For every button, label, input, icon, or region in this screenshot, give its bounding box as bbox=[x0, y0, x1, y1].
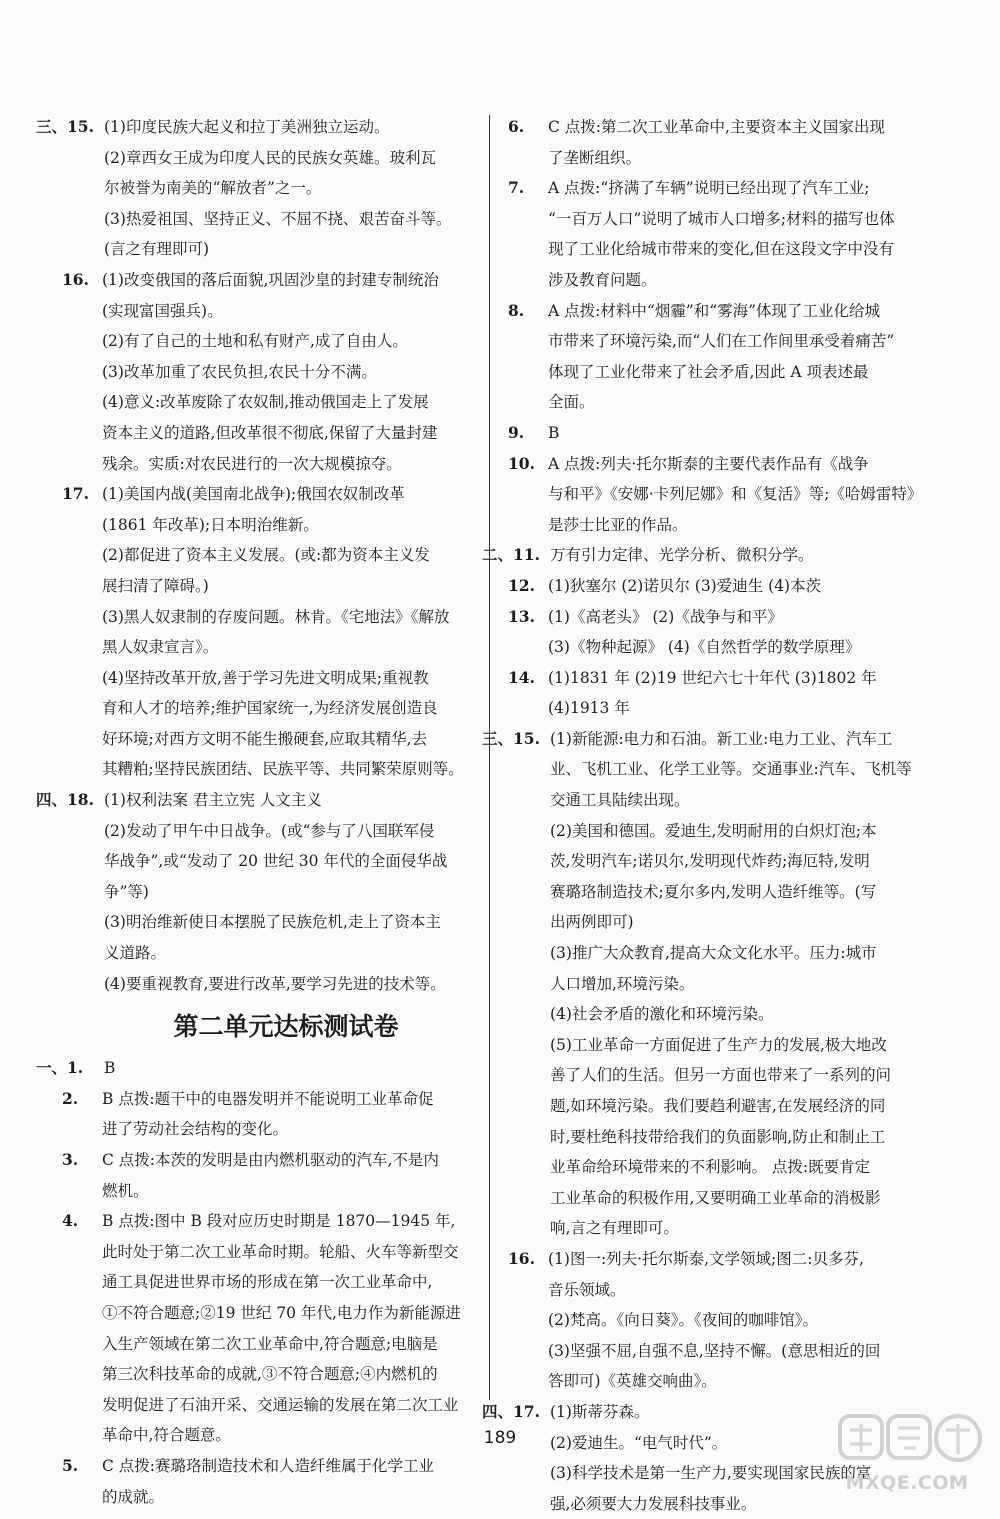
answer-item bbox=[62, 265, 482, 479]
answer-line: 好环境;对西方文明不能生搬硬套,应取其精华,去 bbox=[102, 729, 428, 748]
question-number: 16. bbox=[62, 269, 89, 289]
answer-item bbox=[508, 571, 930, 602]
answer-line: B bbox=[104, 1059, 116, 1078]
answer-item bbox=[62, 1206, 482, 1451]
answer-line: 业、飞机工业、化学工业等。交通事业:汽车、飞机等 bbox=[550, 760, 912, 779]
answer-line: 华战争”,或“发动了 20 世纪 30 年代的全面侵华战 bbox=[104, 852, 448, 871]
answer-line: (4)要重视教育,要进行改革,要学习先进的技术等。 bbox=[104, 974, 446, 993]
answer-line: (2)有了自己的土地和私有财产,成了自由人。 bbox=[102, 332, 408, 351]
answer-item bbox=[62, 1084, 482, 1145]
answer-line: (3)科学技术是第一生产力,要实现国家民族的富 bbox=[550, 1464, 872, 1483]
answer-line: (4)坚持改革开放,善于学习先进文明成果;重视教 bbox=[102, 668, 429, 687]
answer-line: B 点拨:图中 B 段对应历史时期是 1870—1945 年, bbox=[102, 1212, 456, 1231]
section-title: 第二单元达标测试卷 bbox=[173, 1012, 399, 1042]
answer-line: 资本主义的道路,但改革很不彻底,保留了大量封建 bbox=[102, 423, 438, 442]
question-number: 二、11. bbox=[482, 545, 540, 565]
question-number: 16. bbox=[508, 1248, 535, 1268]
answer-line: 善了人们的生活。但另一方面也带来了一系列的问 bbox=[550, 1066, 892, 1085]
question-number: 8. bbox=[508, 300, 525, 320]
answer-line: 进了劳动社会结构的变化。 bbox=[102, 1120, 289, 1139]
answer-line: (3)明治维新使日本摆脱了民族危机,走上了资本主 bbox=[104, 913, 441, 932]
answer-line: 答即可)《英雄交响曲》。 bbox=[548, 1372, 717, 1391]
answer-line: (3)《物种起源》 (4)《自然哲学的数学原理》 bbox=[548, 638, 861, 657]
answer-item bbox=[62, 1451, 482, 1512]
answer-line: 赛璐珞制造技术;夏尔多内,发明人造纤维等。(写 bbox=[550, 882, 877, 901]
question-number: 6. bbox=[508, 117, 525, 136]
answer-item bbox=[62, 1145, 482, 1206]
column-divider bbox=[489, 115, 490, 1400]
answer-line: 时,要杜绝科技带给我们的负面影响,防止和制止工 bbox=[550, 1127, 886, 1146]
answer-line: 燃机。 bbox=[102, 1181, 149, 1200]
question-number: 12. bbox=[508, 575, 535, 595]
question-number: 10. bbox=[508, 453, 535, 473]
answer-line: (2)都促进了资本主义发展。(或:都为资本主义发 bbox=[102, 546, 430, 565]
answer-line: (4)社会矛盾的激化和环境污染。 bbox=[550, 1005, 774, 1024]
answer-line: 了垄断组织。 bbox=[548, 148, 642, 167]
answer-line: A 点拨:列夫·托尔斯泰的主要代表作品有《战争 bbox=[548, 454, 869, 473]
answer-line: (1861 年改革);日本明治维新。 bbox=[102, 515, 319, 534]
answer-line: A 点拨:“挤满了车辆”说明已经出现了汽车工业; bbox=[548, 179, 870, 198]
answer-line: (1)印度民族大起义和拉丁美洲独立运动。 bbox=[104, 118, 390, 136]
answer-item bbox=[482, 540, 930, 571]
answer-item bbox=[508, 418, 930, 449]
answer-line: (1)新能源:电力和石油。新工业:电力工业、汽车工 bbox=[550, 729, 893, 748]
answer-line: (1)狄塞尔 (2)诺贝尔 (3)爱迪生 (4)本茨 bbox=[548, 576, 822, 595]
answer-line: (1)美国内战(美国南北战争);俄国农奴制改革 bbox=[102, 485, 405, 504]
answer-line: 出两例即可) bbox=[550, 913, 634, 932]
answer-item bbox=[508, 1244, 930, 1397]
answer-line: (1)1831 年 (2)19 世纪六七十年代 (3)1802 年 bbox=[548, 668, 877, 687]
answer-line: (4)意义:改革废除了农奴制,推动俄国走上了发展 bbox=[102, 393, 429, 412]
question-number: 四、17. bbox=[482, 1401, 540, 1421]
answer-line: (3)黑人奴隶制的存废问题。林肯。《宅地法》《解放 bbox=[102, 607, 450, 626]
answer-line: 万有引力定律、光学分析、微积分学。 bbox=[550, 546, 814, 565]
answer-line: (1)斯蒂芬森。 bbox=[550, 1402, 650, 1421]
answer-line: 涉及教育问题。 bbox=[548, 270, 657, 289]
answer-line: 题,如环境污染。我们要趋利避害,在发展经济的同 bbox=[550, 1097, 886, 1115]
answer-item bbox=[482, 724, 930, 1244]
answer-item bbox=[62, 479, 482, 785]
answer-line: 其糟粕;坚持民族团结、民族平等、共同繁荣原则等。 bbox=[102, 760, 464, 779]
answer-line: C 点拨:第二次工业革命中,主要资本主义国家出现 bbox=[548, 118, 885, 136]
question-number: 7. bbox=[508, 178, 525, 198]
answer-line: (1)图一:列夫·托尔斯泰,文学领域;图二:贝多芬, bbox=[548, 1249, 864, 1268]
question-number: 17. bbox=[62, 484, 89, 504]
answer-line: 通工具促进世界市场的形成在第一次工业革命中, bbox=[102, 1273, 433, 1292]
answer-line: 市带来了环境污染,而“人们在工作间里承受着痛苦” bbox=[548, 332, 895, 351]
answer-line: ①不符合题意;②19 世纪 70 年代,电力作为新能源进 bbox=[102, 1303, 461, 1322]
answer-line: 音乐领域。 bbox=[548, 1280, 626, 1299]
answer-line: (2)爱迪生。“电气时代”。 bbox=[550, 1433, 728, 1452]
answer-line: 黑人奴隶宣言》。 bbox=[102, 638, 219, 657]
answer-line: C 点拨:赛璐珞制造技术和人造纤维属于化学工业 bbox=[102, 1456, 435, 1475]
question-number: 9. bbox=[508, 422, 525, 442]
answer-line: 与和平》《安娜·卡列尼娜》和《复活》等;《哈姆雷特》 bbox=[548, 485, 923, 504]
answer-item bbox=[508, 602, 930, 663]
answer-line: 交通工具陆续出现。 bbox=[550, 791, 690, 810]
answer-line: 入生产领域在第二次工业革命中,符合题意;电脑是 bbox=[102, 1334, 438, 1353]
answer-line: (2)章西女王成为印度人民的民族女英雄。玻利瓦 bbox=[104, 148, 436, 167]
question-number: 三、15. bbox=[36, 117, 94, 136]
answer-line: 工业革命的积极作用,又要明确工业革命的消极影 bbox=[550, 1188, 881, 1207]
question-number: 5. bbox=[62, 1455, 79, 1475]
answer-line: B bbox=[548, 423, 560, 442]
answer-line: 革命中,符合题意。 bbox=[102, 1426, 231, 1445]
question-number: 四、18. bbox=[36, 790, 94, 810]
answer-line: 尔被誉为南美的“解放者”之一。 bbox=[104, 179, 322, 198]
answer-line: (3)热爱祖国、坚持正义、不屈不挠、艰苦奋斗等。 bbox=[104, 209, 452, 228]
watermark-stamp-icon bbox=[822, 1410, 992, 1472]
answer-item bbox=[36, 112, 482, 265]
question-number: 13. bbox=[508, 606, 535, 626]
answer-line: 此时处于第二次工业革命时期。轮船、火车等新型交 bbox=[102, 1242, 459, 1261]
answer-line: 争”等) bbox=[104, 882, 149, 901]
page-number: 189 bbox=[483, 1428, 517, 1448]
question-number: 3. bbox=[62, 1150, 79, 1169]
answer-line: (1)权利法案 君主立宪 人文主义 bbox=[104, 791, 322, 810]
answer-line: 第三次科技革命的成就,③不符合题意;④内燃机的 bbox=[102, 1365, 438, 1384]
answer-line: (3)改革加重了农民负担,农民十分不满。 bbox=[102, 362, 377, 381]
answer-line: A 点拨:材料中“烟霾”和“雾海”体现了工业化给城 bbox=[548, 301, 881, 320]
answer-line: 茨,发明汽车;诺贝尔,发明现代炸药;海厄特,发明 bbox=[550, 852, 870, 871]
answer-line: (3)坚强不屈,自强不息,坚持不懈。(意思相近的回 bbox=[548, 1341, 881, 1360]
question-number: 14. bbox=[508, 667, 535, 687]
answer-line: (言之有理即可) bbox=[104, 240, 210, 259]
answer-line: 展扫清了障碍。) bbox=[102, 576, 209, 595]
answer-line: (4)1913 年 bbox=[548, 699, 630, 718]
answer-item bbox=[508, 663, 930, 724]
question-number: 4. bbox=[62, 1211, 79, 1231]
answer-item bbox=[508, 449, 930, 541]
question-number: 一、1. bbox=[36, 1058, 84, 1078]
answer-line: 人口增加,环境污染。 bbox=[550, 974, 695, 993]
watermark-logo bbox=[822, 1410, 992, 1494]
answer-line: (1)《高老头》 (2)《战争与和平》 bbox=[548, 607, 783, 626]
answer-item bbox=[508, 173, 930, 295]
answer-item bbox=[508, 112, 930, 173]
answer-line: 全面。 bbox=[548, 393, 595, 412]
left-column bbox=[36, 112, 482, 1512]
answer-line: 现了工业化给城市带来的变化,但在这段文字中没有 bbox=[548, 240, 894, 259]
answer-line: 业革命给环境带来的不利影响。 点拨:既要肯定 bbox=[550, 1158, 871, 1177]
answer-line: 发明促进了石油开采、交通运输的发展在第二次工业 bbox=[102, 1395, 459, 1414]
answer-line: (2)发动了甲午中日战争。(或“参与了八国联军侵 bbox=[104, 821, 435, 840]
answer-line: (2)梵高。《向日葵》。《夜间的咖啡馆》。 bbox=[548, 1311, 818, 1330]
answer-line: (2)美国和德国。爱迪生,发明耐用的白炽灯泡;本 bbox=[550, 821, 877, 840]
answer-line: 强,必须要大力发展科技事业。 bbox=[550, 1494, 757, 1513]
answer-line: C 点拨:本茨的发明是由内燃机驱动的汽车,不是内 bbox=[102, 1151, 439, 1169]
answer-line: B 点拨:题干中的电器发明并不能说明工业革命促 bbox=[102, 1089, 434, 1108]
answer-line: (3)推广大众教育,提高大众文化水平。压力:城市 bbox=[550, 944, 877, 963]
answer-line: 义道路。 bbox=[104, 944, 167, 963]
answer-line: (1)改变俄国的落后面貌,巩固沙皇的封建专制统治 bbox=[102, 270, 439, 289]
watermark-text: MXQE.COM bbox=[845, 1472, 969, 1494]
answer-item bbox=[508, 296, 930, 418]
answer-line: 响,言之有理即可。 bbox=[550, 1219, 679, 1238]
answer-line: 体现了工业化带来了社会矛盾,因此 A 项表述最 bbox=[548, 362, 869, 381]
answer-line: (实现富国强兵)。 bbox=[102, 301, 223, 320]
question-number: 三、15. bbox=[482, 728, 540, 748]
answer-item bbox=[36, 1053, 482, 1084]
answer-line: (5)工业革命一方面促进了生产力的发展,极大地改 bbox=[550, 1035, 887, 1054]
answer-item bbox=[36, 785, 482, 999]
answer-line: 残余。实质:对农民进行的一次大规模掠夺。 bbox=[102, 454, 402, 473]
answer-line: 是莎士比亚的作品。 bbox=[548, 515, 688, 534]
answer-line: 育和人才的培养;维护国家统一,为经济发展创造良 bbox=[102, 699, 438, 718]
question-number: 2. bbox=[62, 1088, 79, 1108]
answer-line: 的成就。 bbox=[102, 1487, 165, 1506]
answer-line: “一百万人口”说明了城市人口增多;材料的描写也体 bbox=[548, 209, 895, 228]
